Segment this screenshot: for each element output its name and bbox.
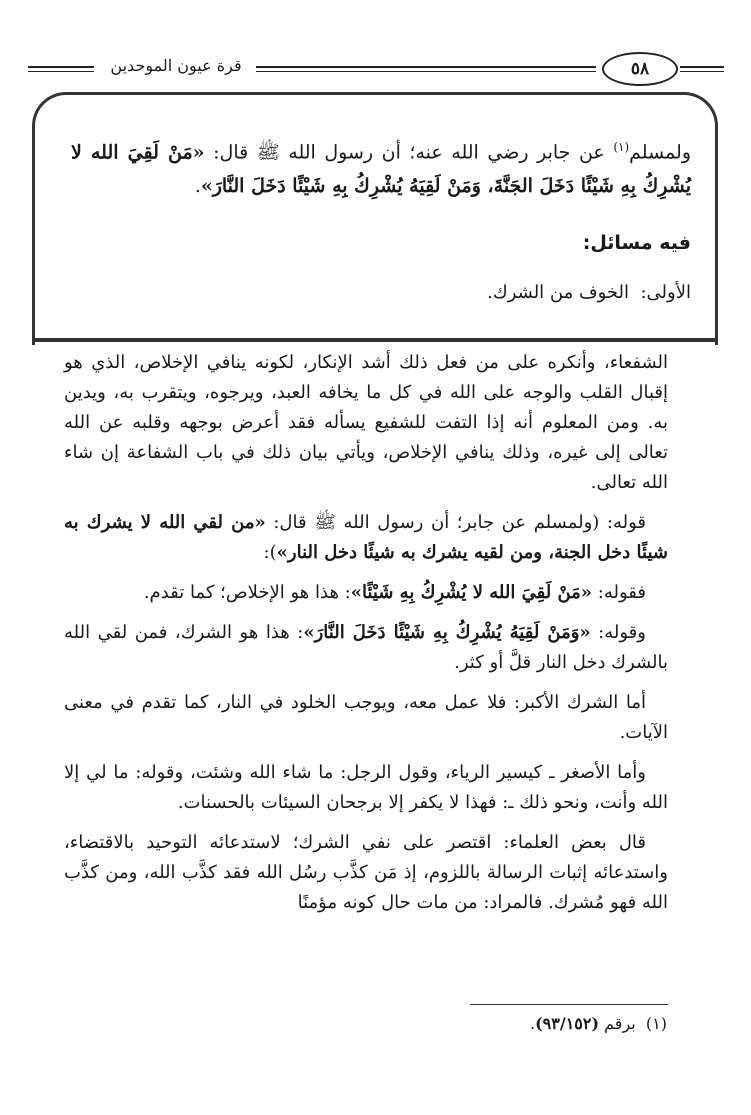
header-rule-middle: [256, 66, 596, 72]
hadith-quote: «مَنْ لَقِيَ الله لا يُشْرِكُ بِهِ شَيْئًا دَخَلَ الجَنَّةَ، وَمَنْ لَقِيَهُ يُشْرِكُ بِهِ شَيْئًا دَخَلَ النَّارَ»: [71, 141, 691, 198]
footnote: [167, 1014, 667, 1033]
commentary: [64, 348, 668, 928]
p4-intro: وقوله:: [590, 622, 646, 643]
issues-heading: فيه مسائل:: [582, 232, 691, 254]
paragraph-5: أما الشرك الأكبر: فلا عمل معه، ويوجب الخلود في النار، كما تقدم في معنى الآيات.: [64, 692, 668, 743]
footnote-number: (١): [645, 1014, 667, 1033]
footnote-end: .: [530, 1014, 536, 1033]
footnote-ref: (١): [613, 140, 630, 154]
paragraph-4: [64, 618, 668, 678]
header-rule-right: [680, 66, 724, 72]
p3-intro: فقوله:: [592, 582, 646, 603]
paragraph-6: وأما الأصغر ـ كيسير الرياء، وقول الرجل: ما شاء الله وشئت، وقوله: ما لي إلا الله وأنت، ونحو ذلك ـ: فهذا لا يكفر إلا برجحان السيئات بالحسنات.: [64, 762, 668, 813]
issue-label: الأولى:: [640, 282, 691, 303]
issue-text: الخوف من الشرك.: [487, 282, 630, 303]
p3-quote: «مَنْ لَقِيَ الله لا يُشْرِكُ بِهِ شَيْئًا»: [350, 582, 593, 603]
paragraph-7: قال بعض العلماء: اقتصر على نفي الشرك؛ لاستدعائه التوحيد بالاقتضاء، واستدعائه إثبات الرسالة باللزوم، إذ مَن كذَّب رسُل الله فقد كذَّب الله، ومن كذَّب الله فهو مُشرك. فالمراد: من مات حال كونه مؤمنًا: [64, 832, 668, 913]
footnote-separator: [470, 1004, 668, 1005]
p3-rest: : هذا هو الإخلاص؛ كما تقدم.: [143, 582, 351, 603]
hadith-chain: عن جابر رضي الله عنه؛ أن رسول الله ﷺ قال:: [204, 141, 614, 164]
footnote-text: برقم: [599, 1014, 636, 1033]
page-number: ٥٨: [602, 52, 678, 86]
paragraph-1: الشفعاء، وأنكره على من فعل ذلك أشد الإنكار، لكونه ينافي الإخلاص، الذي هو إقبال القلب والوجه على الله في كل ما يخافه العبد، ويرجوه، ويتقرب به، ويدين به. ومن المعلوم أنه إذا التفت للشفيع يسأله فقد أعرض بوجهه وقلبه عن الله تعالى إلى غيره، وذلك ينافي الإخلاص، ويأتي بيان ذلك في باب الشفاعة إن شاء الله تعالى.: [64, 352, 668, 493]
book-title: قرة عيون الموحدين: [110, 56, 242, 75]
page-header: [20, 46, 730, 90]
p4-quote: «وَمَنْ لَقِيَهُ يُشْرِكُ بِهِ شَيْئًا دَخَلَ النَّارَ»: [303, 622, 591, 643]
p4-rest: : هذا هو الشرك، فمن لقي الله بالشرك دخل النار قلَّ أو كثر.: [64, 622, 668, 673]
p2-end: ):: [263, 542, 277, 563]
hadith-intro: ولمسلم: [629, 141, 691, 164]
issue-first: [71, 282, 691, 303]
p2-quote: «من لقي الله لا يشرك به شيئًا دخل الجنة، ومن لقيه يشرك به شيئًا دخل النار»: [64, 512, 668, 563]
header-rule-left: [28, 66, 94, 72]
hadith-text: [71, 130, 691, 203]
hadith-end: .: [194, 175, 201, 198]
paragraph-3: [64, 578, 668, 608]
text-frame-bottom-rule: [32, 338, 718, 342]
p2-intro: قوله: (ولمسلم عن جابر؛ أن رسول الله ﷺ قال:: [265, 512, 647, 533]
paragraph-2: [64, 508, 668, 568]
footnote-ref-number: (٩٣/١٥٢): [535, 1014, 600, 1033]
